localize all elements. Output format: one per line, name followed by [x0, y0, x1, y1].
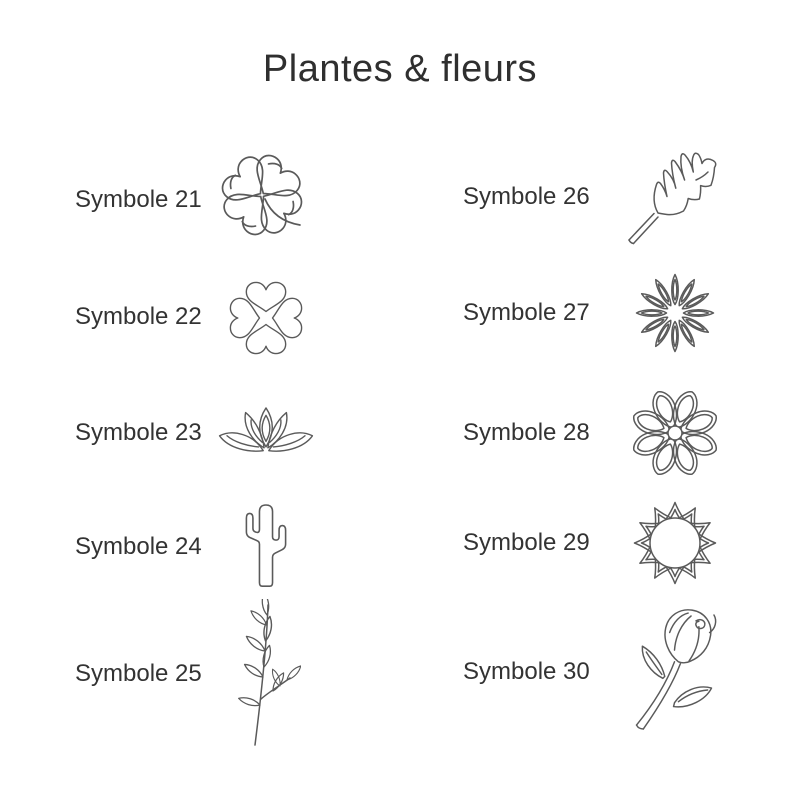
symbol-label: Symbole 29: [463, 529, 590, 556]
symbol-label: Symbole 28: [463, 419, 590, 446]
symbol-item-26: [463, 142, 731, 252]
symbol-item-24: [75, 492, 321, 602]
symbol-label: Symbole 22: [75, 303, 202, 330]
daisy-flower-icon: [619, 381, 731, 485]
symbol-label: Symbole 25: [75, 659, 202, 687]
symbol-label: Symbole 23: [75, 419, 202, 446]
symbol-label: Symbole 26: [463, 183, 590, 210]
symbol-item-23: [75, 378, 321, 488]
rose-icon: [619, 606, 731, 738]
symbol-item-29: [463, 488, 731, 598]
sunflower-icon: [619, 493, 731, 593]
symbol-label: Symbole 30: [463, 658, 590, 685]
four-hearts-clover-icon: [211, 273, 321, 361]
monstera-leaf-icon: [619, 147, 731, 247]
symbol-label: Symbole 27: [463, 299, 590, 326]
symbol-item-22: [75, 262, 321, 372]
page-title: Plantes & fleurs: [262, 48, 538, 90]
botanical-sprig-icon: [211, 599, 321, 749]
cactus-icon: [211, 500, 321, 594]
symbol-item-28: [463, 378, 731, 488]
symbol-item-21: [75, 145, 321, 255]
lotus-flower-icon: [211, 404, 321, 462]
dahlia-flower-icon: [619, 263, 731, 363]
symbol-item-27: [463, 258, 731, 368]
symbol-item-25: [75, 596, 321, 751]
symbol-label: Symbole 24: [75, 533, 202, 560]
four-leaf-clover-icon: [211, 150, 321, 250]
symbol-item-30: [463, 602, 731, 742]
symbol-label: Symbole 21: [75, 186, 202, 213]
